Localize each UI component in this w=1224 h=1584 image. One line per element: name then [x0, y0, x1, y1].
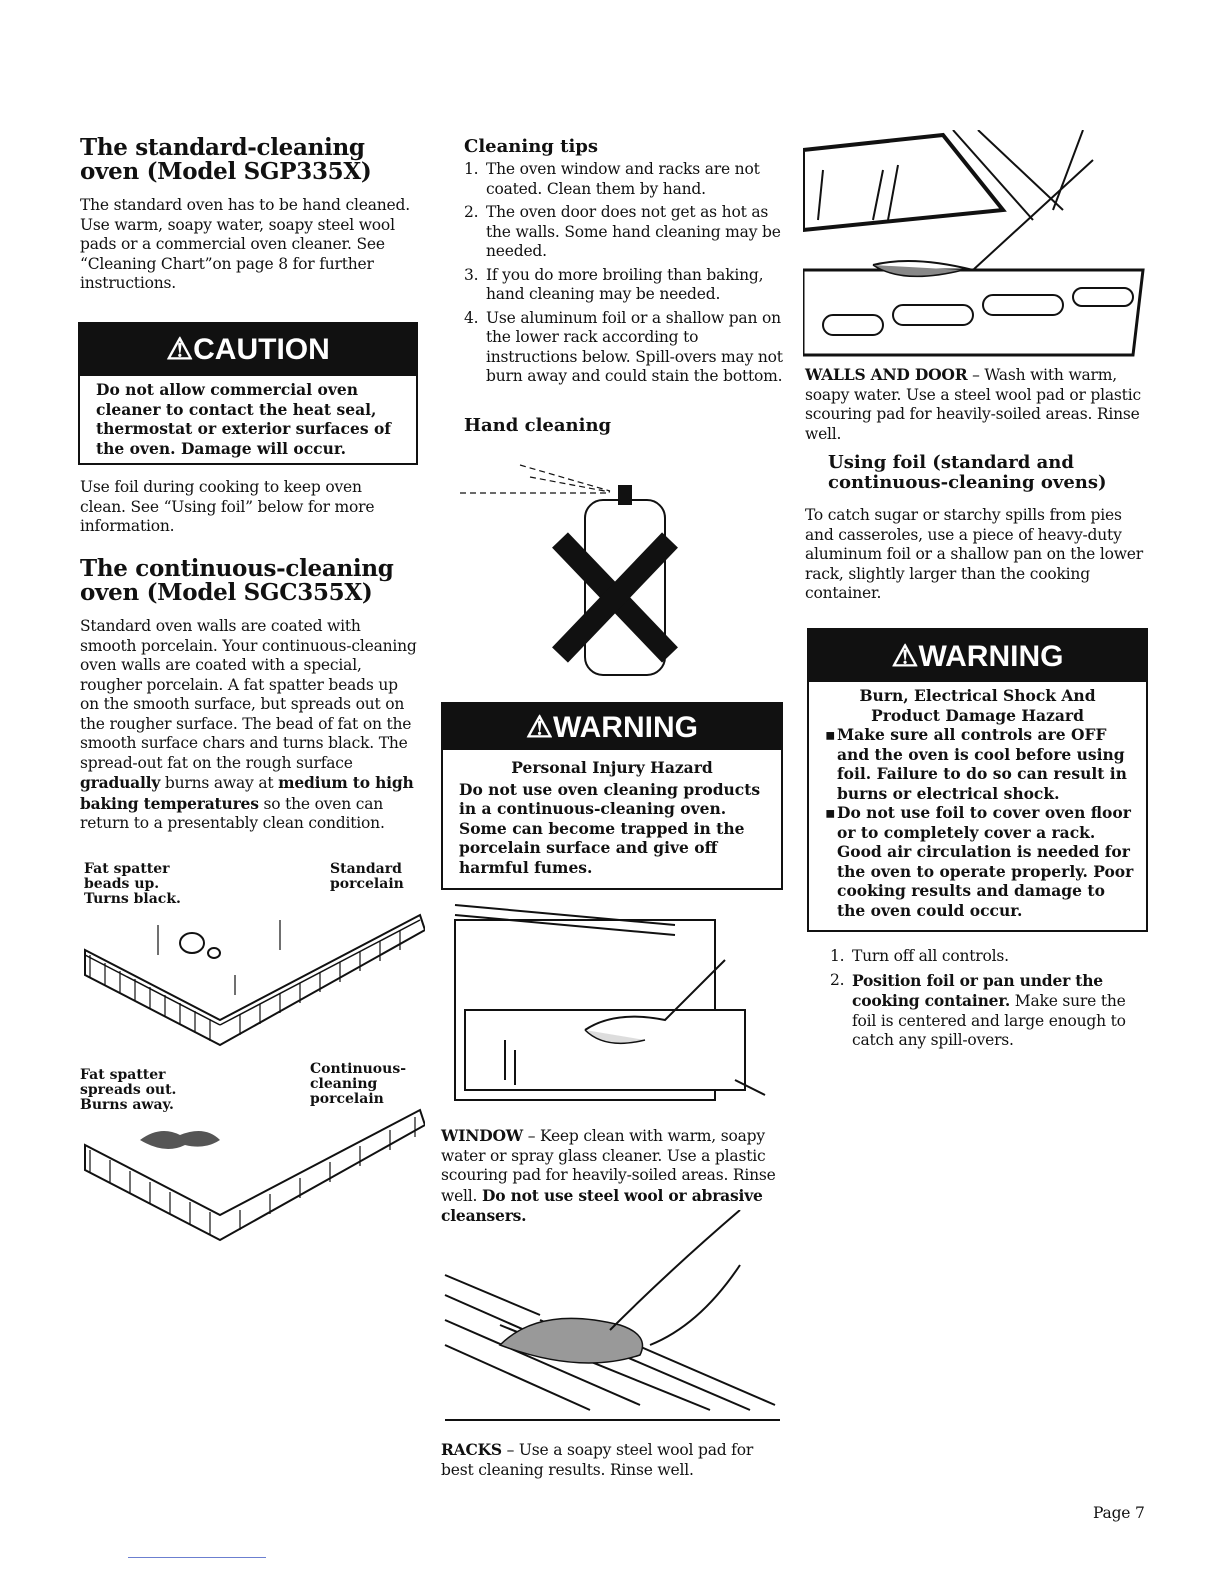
continuous-oven-paragraph: Standard oven walls are coated with smooth porcelain. Your continuous-cleaning oven walls are coated with a special, rougher porcelain. A fat spatter beads up on the smooth surface, but spreads out on the rougher surface. The bead of fat on the smooth surface chars and turns black. The spread-out fat on the rough surface gradually burns away at medium to high baking temperatures so the oven can return to a presentably clean condition.: [80, 617, 417, 832]
continuous-porcelain-illustration: [80, 1100, 425, 1260]
heading-continuous-oven: The continuous-cleaning oven (Model SGC355X): [80, 555, 394, 606]
bullet-icon: ▪: [825, 803, 836, 822]
bullet-icon: ▪: [825, 725, 836, 744]
using-foil-paragraph: To catch sugar or starchy spills from pies and casseroles, use a piece of heavy-duty aluminum foil or a shallow pan on the lower rack, slightly larger than the cooking container.: [805, 506, 1143, 602]
foil-steps-list: [830, 947, 1148, 1055]
using-foil-heading: Using foil (standard and continuous-cleaning ovens): [828, 452, 1107, 493]
walls-door-instructions: WALLS AND DOOR – Wash with warm, soapy water. Use a steel wool pad or plastic scouring pad for heavily-soiled areas. Rinse well.: [805, 365, 1141, 443]
diagram1-left-label: Fat spatter beads up. Turns black.: [84, 861, 181, 907]
cleaning-tips-list: [464, 160, 789, 391]
warning-subtitle: Burn, Electrical Shock And Product Damage Hazard: [859, 686, 1096, 725]
warning-text: Do not use oven cleaning products in a continuous-cleaning oven. Some can become trapped in the porcelain surface and give off harmful fumes.: [459, 779, 761, 877]
cleaning-tips-heading: Cleaning tips: [464, 136, 599, 157]
caution-header: ⚠CAUTION: [80, 324, 416, 376]
warning-triangle-icon: ⚠: [166, 333, 194, 366]
spray-can-crossed-out-icon: [460, 455, 700, 685]
warning-header: ⚠WARNING: [443, 704, 781, 750]
caution-box: [78, 322, 418, 465]
warning-header: ⚠WARNING: [809, 630, 1146, 682]
foil-note: Use foil during cooking to keep oven clean. See “Using foil” below for more information.: [80, 478, 375, 535]
diagram2-right-label: Continuous-cleaning porcelain: [310, 1061, 407, 1107]
page-number: Page 7: [1093, 1504, 1145, 1522]
diagram2-left-label: Fat spatter spreads out. Burns away.: [80, 1067, 177, 1113]
warning-bullet: ▪ Do not use foil to cover oven floor or to completely cover a rack. Good air circulation is needed for the oven to operate properly. Poor cooking results and damage to the oven could occur.: [825, 803, 1134, 920]
warning-box-burn-shock: [807, 628, 1148, 932]
warning-triangle-icon: ⚠: [891, 640, 919, 673]
warning-bullet: ▪ Make sure all controls are OFF and the oven is cool before using foil. Failure to do so can result in burns or electrical shock.: [825, 725, 1127, 803]
tip-item: 2. The oven door does not get as hot as the walls. Some hand cleaning may be needed.: [464, 203, 781, 260]
tip-item: 3. If you do more broiling than baking, hand cleaning may be needed.: [464, 265, 764, 303]
walls-door-cleaning-illustration: [803, 130, 1148, 360]
step-item: 2. Position foil or pan under the cooking container. Make sure the foil is centered and large enough to catch any spill-overs.: [830, 970, 1126, 1049]
window-instructions: WINDOW – Keep clean with warm, soapy water or spray glass cleaner. Use a plastic scouring pad for heavily-soiled areas. Rinse well. Do not use steel wool or abrasive cleansers.: [441, 1126, 776, 1225]
diagram1-right-label: Standard porcelain: [330, 861, 404, 892]
footer-rule: [128, 1557, 266, 1558]
tip-item: 4. Use aluminum foil or a shallow pan on the lower rack according to instructions below. Spill-overs may not burn away and could stain the bottom.: [464, 308, 783, 385]
warning-box-personal-injury: [441, 702, 783, 890]
heading-standard-oven: The standard-cleaning oven (Model SGP335X): [80, 134, 372, 185]
hand-cleaning-heading: Hand cleaning: [464, 415, 612, 436]
standard-porcelain-illustration: [80, 905, 425, 1065]
tip-item: 1. The oven window and racks are not coated. Clean them by hand.: [464, 160, 760, 198]
rack-cleaning-illustration: [440, 1210, 785, 1430]
warning-subtitle: Personal Injury Hazard: [511, 758, 713, 777]
window-cleaning-illustration: [445, 900, 780, 1115]
warning-triangle-icon: ⚠: [526, 711, 553, 744]
racks-instructions: RACKS – Use a soapy steel wool pad for best cleaning results. Rinse well.: [441, 1440, 754, 1479]
standard-oven-paragraph: The standard oven has to be hand cleaned. Use warm, soapy water, soapy steel wool pads or a commercial oven cleaner. See “Cleaning Chart”on page 8 for further instructions.: [80, 196, 410, 292]
step-item: 1. Turn off all controls.: [830, 947, 1009, 965]
caution-text: Do not allow commercial oven cleaner to contact the heat seal, thermostat or exterior surfaces of the oven. Damage will occur.: [96, 380, 391, 458]
